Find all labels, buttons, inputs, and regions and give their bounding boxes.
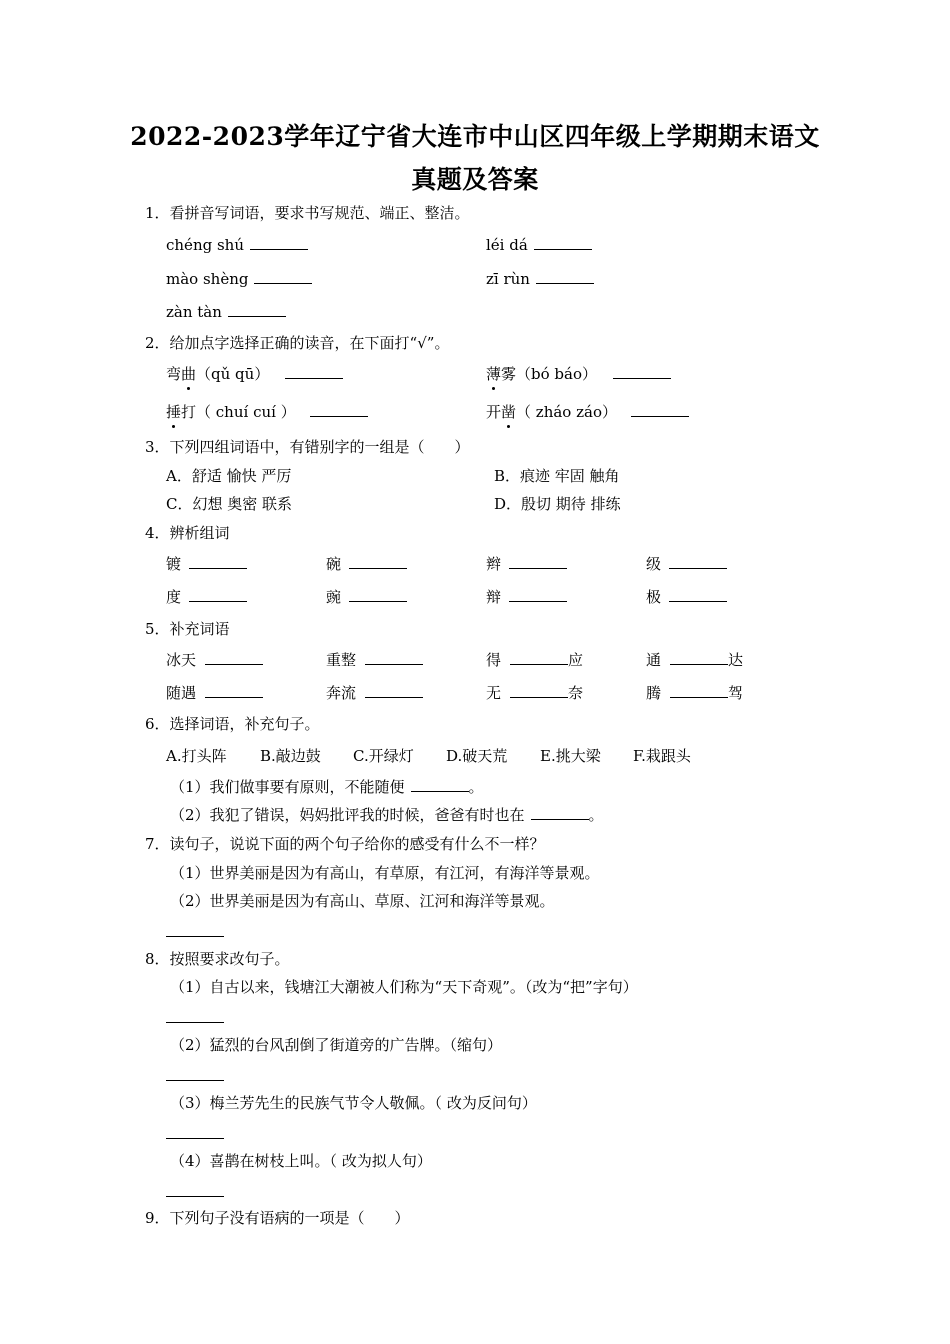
- answer-blank[interactable]: [189, 554, 247, 569]
- question-6-stem: 6．选择词语，补充句子。: [145, 715, 320, 733]
- sentence-text: （1）我们做事要有原则，不能随便: [170, 778, 405, 796]
- idiom-item: [326, 683, 423, 703]
- option-c: C.开绿灯: [353, 747, 414, 765]
- question-3-stem: 3．下列四组词语中，有错别字的一组是（ ）: [145, 438, 470, 456]
- answer-blank[interactable]: [411, 777, 469, 792]
- option-a[interactable]: A．舒适 愉快 严厉: [166, 467, 292, 485]
- idiom-item: [166, 683, 263, 703]
- idiom-text: 冰天: [166, 651, 197, 669]
- question-4-stem: 4．辨析组词: [145, 524, 230, 542]
- answer-line[interactable]: [166, 1137, 224, 1139]
- answer-blank[interactable]: [365, 650, 423, 665]
- pinyin-text: zī rùn: [486, 270, 530, 288]
- answer-blank[interactable]: [669, 587, 727, 602]
- sentence-end: 。: [588, 806, 604, 824]
- option-d[interactable]: D．殷切 期待 排练: [494, 495, 621, 513]
- page-title: 2022-2023学年辽宁省大连市中山区四年级上学期期末语文: [130, 122, 820, 151]
- answer-blank[interactable]: [510, 650, 568, 665]
- char: 豌: [326, 588, 342, 606]
- char: 镀: [166, 555, 182, 573]
- answer-line[interactable]: [166, 1079, 224, 1081]
- idiom-text: 得: [486, 651, 502, 669]
- char: 碗: [326, 555, 342, 573]
- idiom-text: 奈: [568, 684, 584, 702]
- answer-blank[interactable]: [534, 235, 592, 250]
- answer-blank[interactable]: [250, 235, 308, 250]
- sentence-item: [170, 777, 484, 797]
- pinyin-text: zàn tàn: [166, 303, 222, 321]
- option-b: B.敲边鼓: [260, 747, 321, 765]
- idiom-text: 随遇: [166, 684, 197, 702]
- reading-item: [166, 364, 343, 384]
- char: 级: [646, 555, 662, 573]
- pinyin-text: mào shèng: [166, 270, 249, 288]
- item-text: 雾（bó báo）: [501, 365, 597, 383]
- char: 辩: [486, 588, 502, 606]
- answer-blank[interactable]: [670, 683, 728, 698]
- reading-item: [486, 364, 671, 384]
- sentence-item: （3）梅兰芳先生的民族气节令人敬佩。（ 改为反问句）: [170, 1094, 537, 1112]
- option-a: A.打头阵: [166, 747, 227, 765]
- sentence-end: 。: [468, 778, 484, 796]
- word-item: [166, 587, 247, 607]
- question-8-stem: 8．按照要求改句子。: [145, 950, 290, 968]
- answer-blank[interactable]: [254, 269, 312, 284]
- pinyin-item: [166, 235, 308, 255]
- answer-blank[interactable]: [510, 683, 568, 698]
- answer-blank[interactable]: [536, 269, 594, 284]
- answer-blank[interactable]: [189, 587, 247, 602]
- idiom-text: 无: [486, 684, 502, 702]
- char: 度: [166, 588, 182, 606]
- dotted-char: 捶: [166, 403, 182, 421]
- word-item: [486, 554, 567, 574]
- question-7-stem: 7．读句子，说说下面的两个句子给你的感受有什么不一样？: [145, 835, 545, 853]
- option-c[interactable]: C．幻想 奥密 联系: [166, 495, 293, 513]
- idiom-item: [646, 650, 743, 670]
- idiom-item: [486, 650, 583, 670]
- sentence-item: （4）喜鹊在树枝上叫。（ 改为拟人句）: [170, 1152, 432, 1170]
- pinyin-item: [166, 269, 312, 289]
- word-item: [326, 554, 407, 574]
- word-item: [486, 587, 567, 607]
- idiom-text: 重整: [326, 651, 357, 669]
- answer-blank[interactable]: [531, 805, 589, 820]
- answer-blank[interactable]: [613, 364, 671, 379]
- answer-blank[interactable]: [509, 587, 567, 602]
- reading-item: [166, 402, 368, 422]
- idiom-text: 应: [568, 651, 584, 669]
- idiom-text: 驾: [728, 684, 744, 702]
- pinyin-item: [486, 269, 594, 289]
- sentence-item: （2）世界美丽是因为有高山、草原、江河和海洋等景观。: [170, 892, 555, 910]
- answer-blank[interactable]: [285, 364, 343, 379]
- question-5-stem: 5．补充词语: [145, 620, 230, 638]
- answer-blank[interactable]: [349, 554, 407, 569]
- pinyin-item: [166, 302, 286, 322]
- item-text: 弯: [166, 365, 182, 383]
- answer-blank[interactable]: [670, 650, 728, 665]
- item-text: （qǔ qū）: [196, 365, 270, 383]
- idiom-item: [646, 683, 743, 703]
- pinyin-text: chéng shú: [166, 236, 244, 254]
- word-item: [646, 587, 727, 607]
- question-9-stem: 9．下列句子没有语病的一项是（ ）: [145, 1209, 410, 1227]
- sentence-text: （2）我犯了错误，妈妈批评我的时候，爸爸有时也在: [170, 806, 525, 824]
- sentence-item: （1）自古以来，钱塘江大潮被人们称为“天下奇观”。（改为“把”字句）: [170, 978, 638, 996]
- idiom-text: 奔流: [326, 684, 357, 702]
- dotted-char: 薄: [486, 365, 502, 383]
- answer-blank[interactable]: [509, 554, 567, 569]
- question-2-stem: 2．给加点字选择正确的读音，在下面打“√”。: [145, 334, 450, 352]
- char: 极: [646, 588, 662, 606]
- question-1-stem: 1．看拼音写词语，要求书写规范、端正、整洁。: [145, 204, 470, 222]
- dotted-char: 凿: [501, 403, 517, 421]
- answer-blank[interactable]: [310, 402, 368, 417]
- word-item: [166, 554, 247, 574]
- answer-line[interactable]: [166, 1195, 224, 1197]
- word-item: [646, 554, 727, 574]
- reading-item: [486, 402, 689, 422]
- answer-blank[interactable]: [228, 302, 286, 317]
- idiom-item: [166, 650, 263, 670]
- answer-blank[interactable]: [349, 587, 407, 602]
- idiom-item: [486, 683, 583, 703]
- dotted-char: 曲: [181, 365, 197, 383]
- answer-line[interactable]: [166, 1021, 224, 1023]
- item-text: 开: [486, 403, 502, 421]
- sentence-item: （1）世界美丽是因为有高山，有草原，有江河，有海洋等景观。: [170, 864, 600, 882]
- answer-blank[interactable]: [205, 683, 263, 698]
- option-d: D.破天荒: [446, 747, 508, 765]
- answer-blank[interactable]: [205, 650, 263, 665]
- answer-blank[interactable]: [365, 683, 423, 698]
- idiom-text: 通: [646, 651, 662, 669]
- sentence-item: [170, 805, 604, 825]
- pinyin-text: léi dá: [486, 236, 528, 254]
- answer-blank[interactable]: [669, 554, 727, 569]
- pinyin-item: [486, 235, 592, 255]
- sentence-item: （2）猛烈的台风刮倒了街道旁的广告牌。（缩句）: [170, 1036, 503, 1054]
- item-text: （ zháo záo）: [516, 403, 617, 421]
- item-text: 打（ chuí cuí ）: [181, 403, 296, 421]
- word-item: [326, 587, 407, 607]
- answer-line[interactable]: [166, 935, 224, 937]
- idiom-item: [326, 650, 423, 670]
- option-f: F.栽跟头: [633, 747, 691, 765]
- idiom-text: 达: [728, 651, 744, 669]
- page-title-line2: 真题及答案: [411, 165, 539, 194]
- option-e: E.挑大梁: [540, 747, 601, 765]
- option-b[interactable]: B．痕迹 牢固 触角: [494, 467, 620, 485]
- idiom-text: 腾: [646, 684, 662, 702]
- answer-blank[interactable]: [631, 402, 689, 417]
- char: 辫: [486, 555, 502, 573]
